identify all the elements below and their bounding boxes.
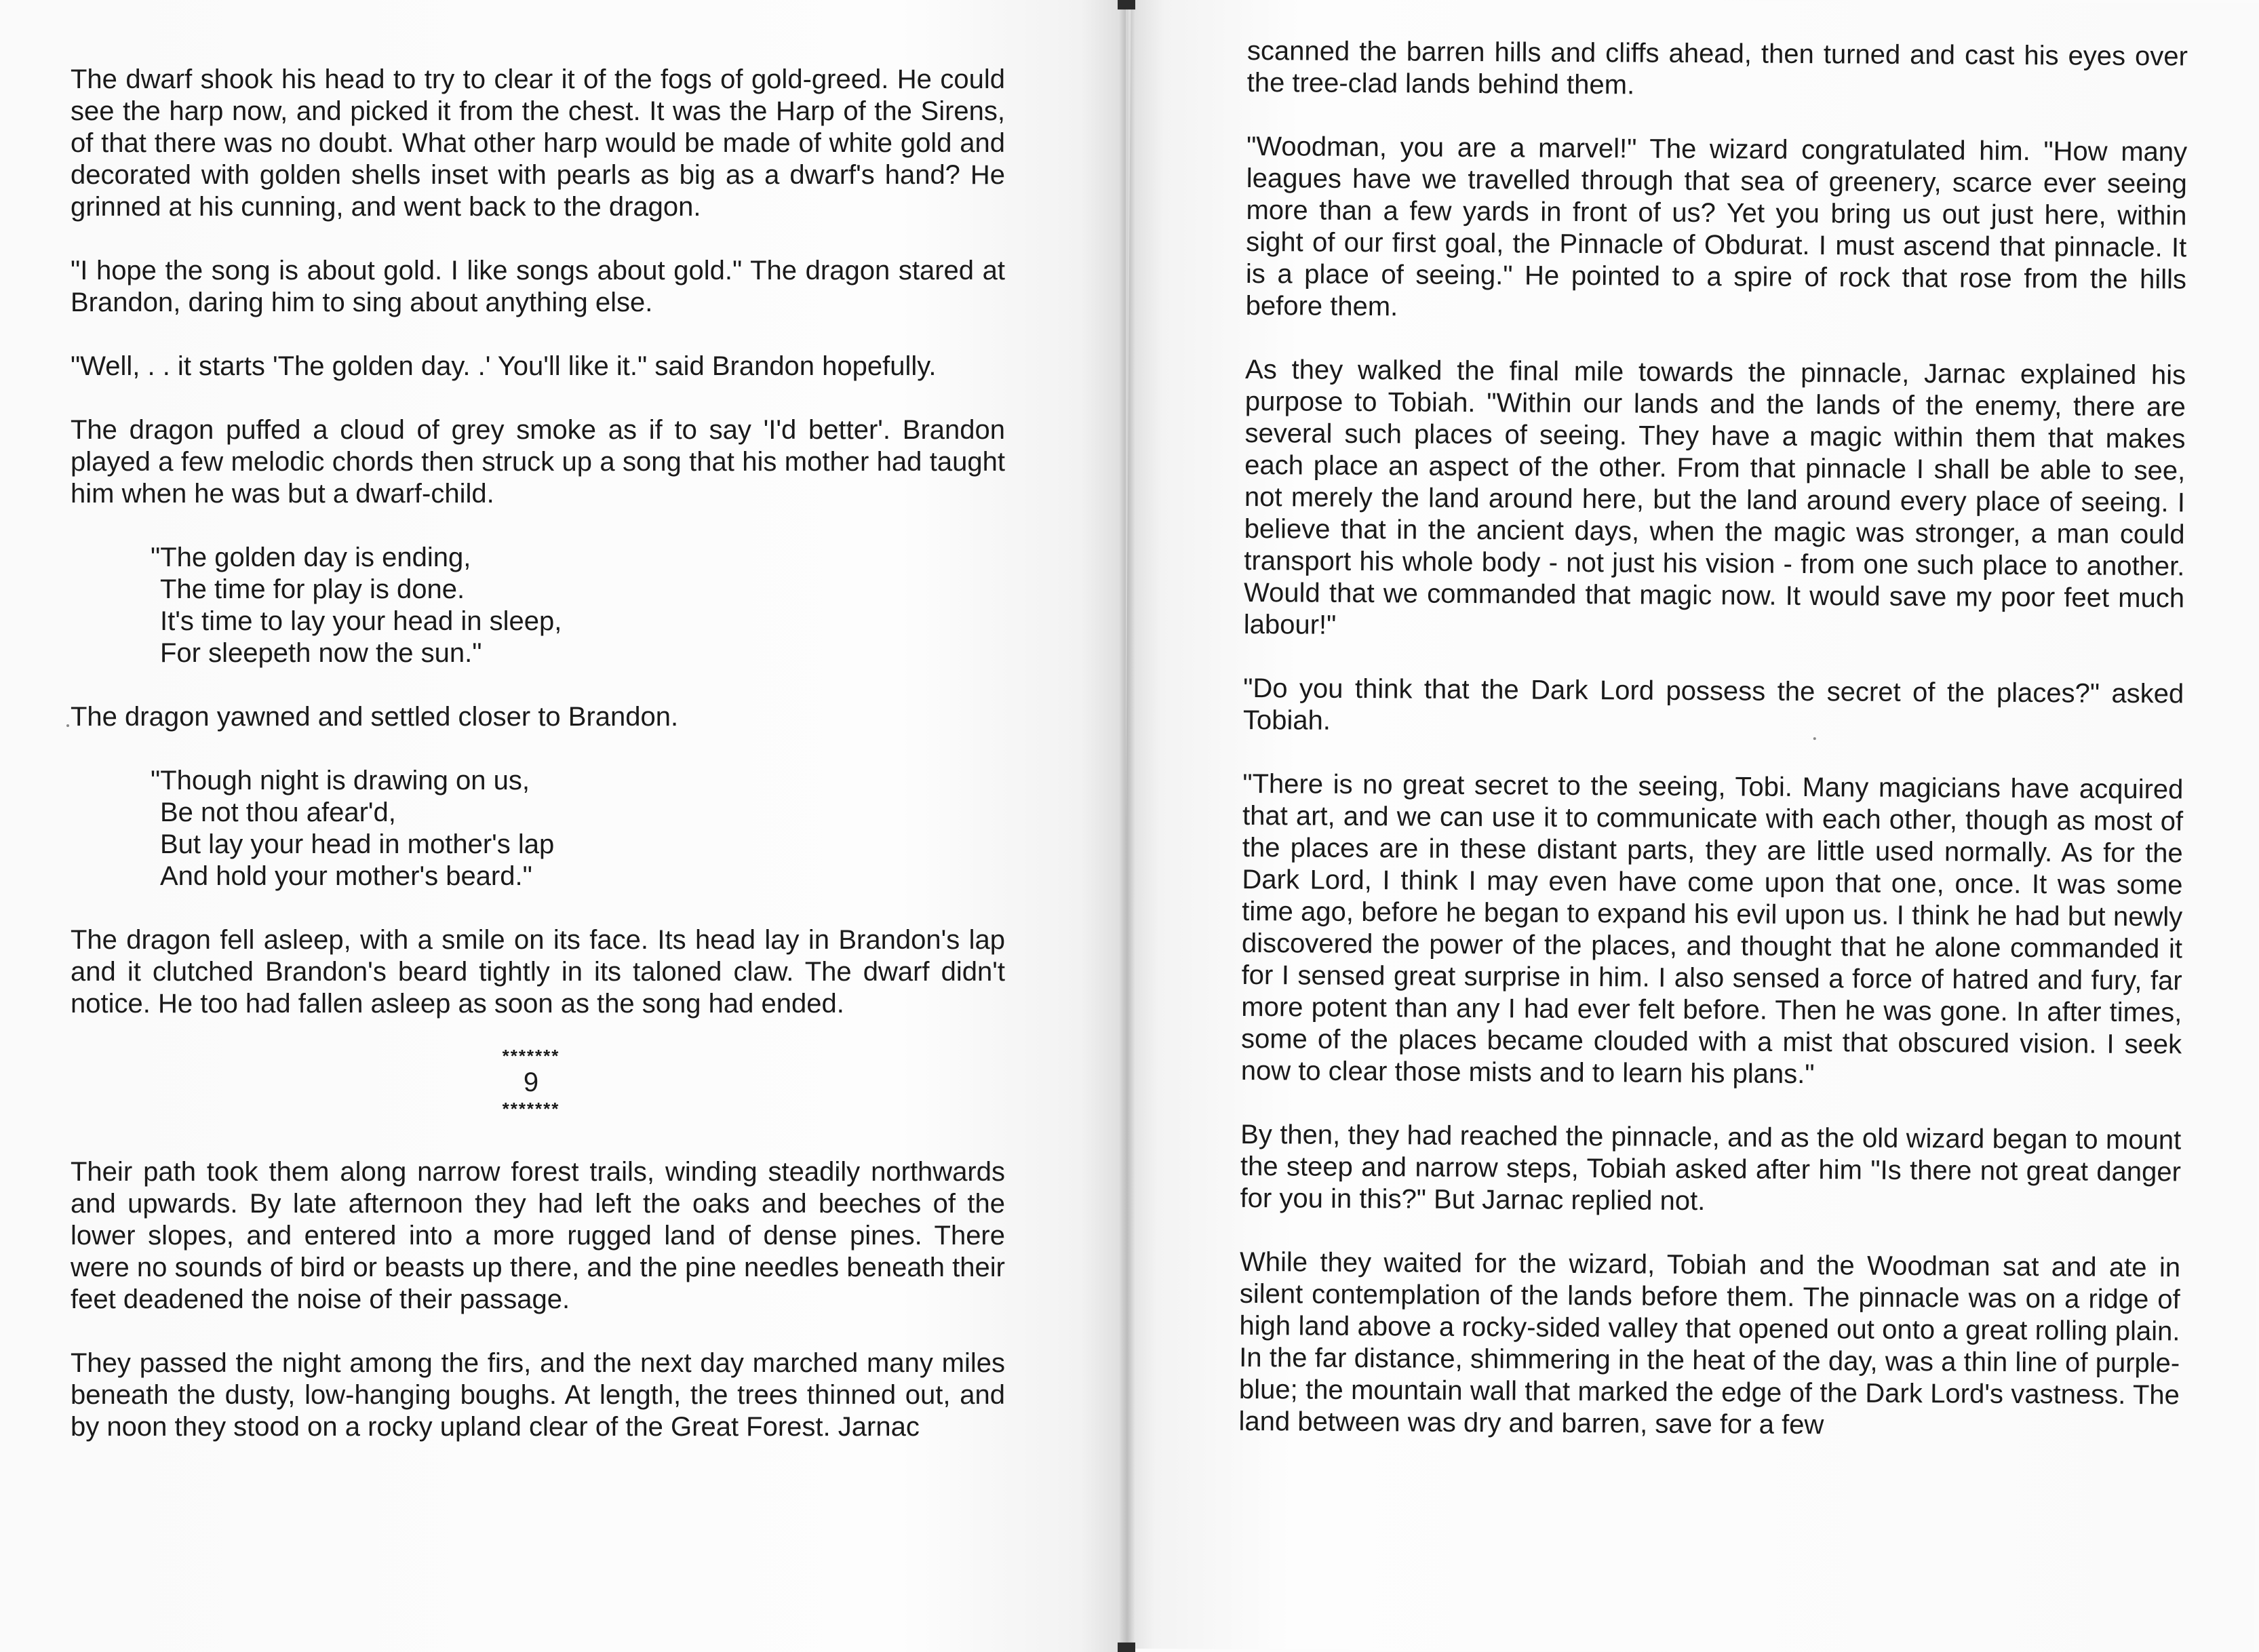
paper-speck [1813, 737, 1816, 740]
paragraph-dwarf-harp: The dwarf shook his head to try to clear it of the fogs of gold-greed. He could see the harp now, and picked it from the chest. It was the Harp of the Sirens, of that there was no doubt. What other harp would be made of white gold and decorated with golden shells inset with pearls as big as a dwarf's hand? He grinned at his cunning, and went back to the dragon. [71, 64, 1005, 222]
song-verse-2 [71, 765, 1005, 892]
verse-line: The time for play is done. [160, 574, 465, 604]
verse-line: And hold your mother's beard." [160, 861, 532, 891]
verse-line: It's time to lay your head in sleep, [160, 606, 562, 636]
song-verse-1 [71, 542, 1005, 669]
paragraph-golden-day: "Well, . . it starts 'The golden day. .' You'll like it." said Brandon hopefully. [71, 351, 937, 381]
paragraph-waited-for-wizard: While they waited for the wizard, Tobiah and the Woodman sat and ate in silent contemplation of the lands before them. The pinnacle was on a ridge of high land above a rocky-sided valley that opened out onto a great rolling plain. In the far distance, shimmering in the heat of the day, was a thin line of purple-blue; the mountain wall that marked the edge of the Dark Lord's vastness. The land between was dry and barren, save for a few [1238, 1246, 2181, 1440]
paragraph-dragon-gold-song: "I hope the song is about gold. I like songs about gold." The dragon stared at Brandon, daring him to sing about anything else. [71, 256, 1005, 317]
paragraph-dark-lord-question: "Do you think that the Dark Lord possess the secret of the places?" asked Tobiah. [1242, 673, 2184, 736]
verse-line: "Though night is drawing on us, [151, 766, 530, 795]
divider-stars-bottom: ******* [502, 1099, 560, 1119]
right-page [1121, 0, 2259, 1652]
paper-speck [66, 724, 69, 727]
chapter-number: 9 [523, 1067, 539, 1097]
left-page [0, 0, 1126, 1652]
paragraph-night-firs: They passed the night among the firs, and the next day marched many miles beneath the dusty, low-hanging boughs. At length, the trees thinned out, and by noon they stood on a rocky upland clear of the Great Forest. Jarnac [71, 1348, 1005, 1442]
paragraph-forest-trails: Their path took them along narrow forest trails, winding steadily northwards and upwards. By late afternoon they had left the oaks and beeches of the lower slopes, and entered into a more rugged land of dense pines. There were no sounds of bird or beasts up there, and the pine needles beneath their feet deadened the noise of their passage. [71, 1157, 1005, 1314]
verse-line: But lay your head in mother's lap [160, 829, 555, 859]
paragraph-woodman-marvel: "Woodman, you are a marvel!" The wizard congratulated him. "How many leagues have we travelled through that sea of greenery, scarce ever seeing more than a few yards in front of us? Yet you bring us out just here, within sight of our first goal, the Pinnacle of Obdurat. I must ascend that pinnacle. It is a place of seeing." He pointed to a spire of rock that rose from the hills before them. [1245, 131, 2188, 322]
verse-line: For sleepeth now the sun." [160, 638, 482, 668]
binding-edge-bottom [1118, 1643, 1135, 1652]
binding-edge-top [1118, 0, 1135, 9]
paragraph-dragon-yawned: The dragon yawned and settled closer to Brandon. [71, 702, 679, 732]
paragraph-places-of-seeing: As they walked the final mile towards the pinnacle, Jarnac explained his purpose to Tobiah. "Within our lands and the lands of the enemy, there are several such places of seeing. They have a magic within them that makes each place an aspect of the other. From that pinnacle I shall be able to see, not merely the land around here, but the land around every place of seeing. I believe that in the ancient days, when the magic was stronger, a man could transport his whole body - not just his vision - from one such place to another. Would that we commanded that magic now. It would save my poor feet much labour!" [1243, 354, 2186, 640]
paragraph-reached-pinnacle: By then, they had reached the pinnacle, and as the old wizard began to mount the steep and narrow steps, Tobiah asked after him "Is there not great danger for you in this?" But Jarnac replied not. [1240, 1119, 2182, 1217]
gutter-shadow [1119, 0, 1135, 1652]
divider-stars-top: ******* [502, 1046, 560, 1066]
paragraph-dragon-asleep: The dragon fell asleep, with a smile on its face. Its head lay in Brandon's lap and it clutched Brandon's beard tightly in its taloned claw. The dwarf didn't notice. He too had fallen asleep as soon as the song had ended. [71, 925, 1005, 1019]
verse-line: "The golden day is ending, [151, 543, 471, 572]
chapter-divider [71, 1046, 1005, 1118]
paragraph-dragon-smoke: The dragon puffed a cloud of grey smoke as if to say 'I'd better'. Brandon played a few melodic chords then struck up a song that his mother had taught him when he was but a dwarf-child. [71, 415, 1005, 509]
verse-line: Be not thou afear'd, [160, 798, 396, 827]
paragraph-no-great-secret: "There is no great secret to the seeing, Tobi. Many magicians have acquired that art, and we can use it to communicate with each other, though as most of the places are in these distant parts, they are little used normally. As for the Dark Lord, I think I may even have come upon that one, once. It was some time ago, before he began to expand his evil upon us. I think he had but newly discovered the power of the places, and thought that he alone commanded it for I sensed great surprise in him. I also sensed a force of hatred and fury, far more potent than any I had ever felt before. Then he was gone. In after times, some of the places became clouded with a mist that obscured vision. I seek now to clear those mists and to learn his plans." [1240, 768, 2184, 1090]
paragraph-scanned-hills: scanned the barren hills and cliffs ahead, then turned and cast his eyes over the tree-clad lands behind them. [1246, 35, 2188, 100]
